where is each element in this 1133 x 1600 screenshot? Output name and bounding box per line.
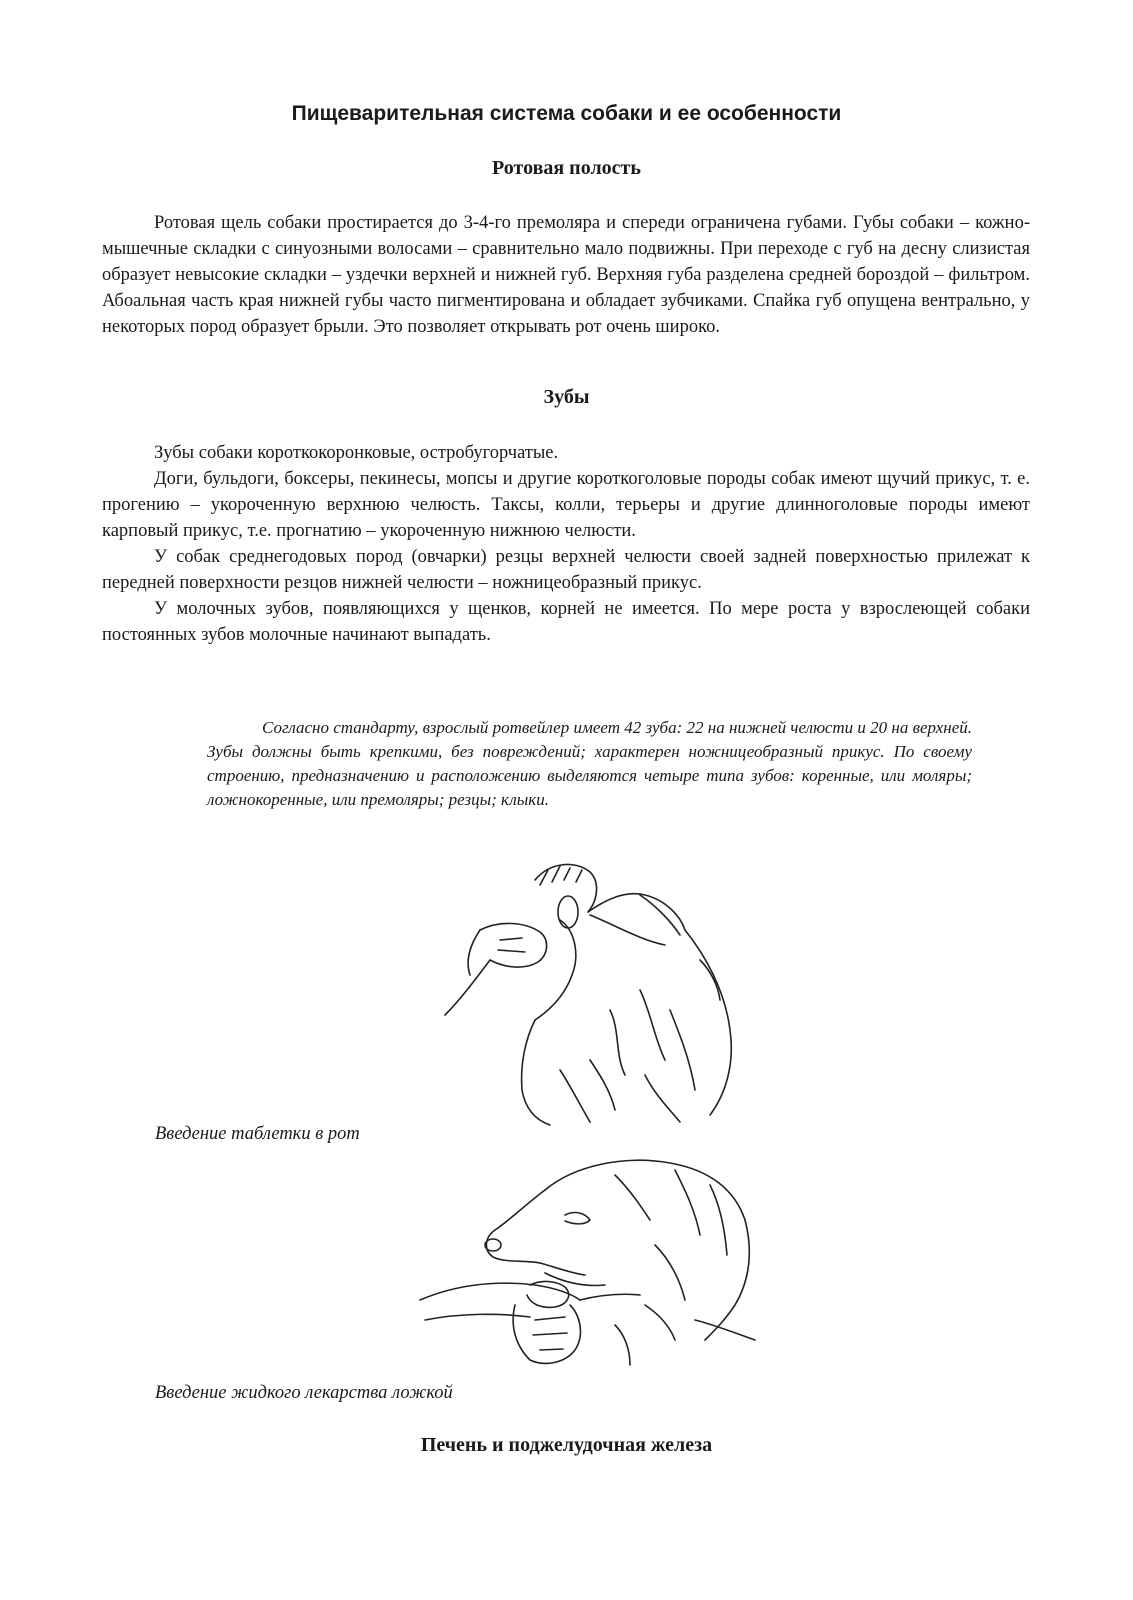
teeth-text [102,440,1030,648]
quote-text: Согласно стандарту, взрослый ротвейлер имеет 42 зуба: 22 на нижней челюсти и 20 на верхней. Зубы должны быть крепкими, без повреждений; характерен ножницеобразный прикус. По своему строению, предназначению и расположению выделяются четыре типа зубов: коренные, или моляры; ложнокоренные, или премоляры; резцы; клыки. [207,718,972,809]
spoon-illustration [415,1155,760,1370]
mouth-text [102,210,1030,340]
figure-caption-2: Введение жидкого лекарства ложкой [155,1383,453,1403]
rottweiler-quote [207,716,972,812]
figure-caption-1: Введение таблетки в рот [155,1124,360,1144]
heading-liver: Печень и поджелудочная железа [420,1434,713,1456]
paragraph: Доги, бульдоги, боксеры, пекинесы, мопсы и другие короткоголовые породы собак имеют щучий прикус, т. е. прогению – укороченную верхнюю челюсть. Таксы, колли, терьеры и другие длинноголовые породы имеют карповый прикус, т.е. прогнатию – укороченную нижнюю челюсти. [102,469,1030,541]
paragraph: У собак среднегодовых пород (овчарки) резцы верхней челюсти своей задней поверхностью прилежат к передней поверхности резцов нижней челюсти – ножницеобразный прикус. [102,547,1030,593]
heading-mouth: Ротовая полость [492,157,641,179]
pill-illustration [440,860,750,1130]
paragraph: Ротовая щель собаки простирается до 3-4-го премоляра и спереди ограничена губами. Губы собаки – кожно-мышечные складки с синуозными волосами – сравнительно мало подвижны. При переходе с губ на десну слизистая образует невысокие складки – уздечки верхней и нижней губ. Верхняя губа разделена средней бороздой – фильтром. Абоальная часть края нижней губы часто пигментирована и обладает зубчиками. Спайка губ опущена вентрально, у некоторых пород образует брыли. Это позволяет открывать рот очень широко. [102,213,1030,337]
heading-teeth: Зубы [543,386,590,408]
page-title: Пищеварительная система собаки и ее особенности [291,102,842,125]
paragraph: Зубы собаки короткокоронковые, остробугорчатые. [154,443,559,463]
paragraph: У молочных зубов, появляющихся у щенков, корней не имеется. По мере роста у взрослеющей собаки постоянных зубов молочные начинают выпадать. [102,599,1030,645]
